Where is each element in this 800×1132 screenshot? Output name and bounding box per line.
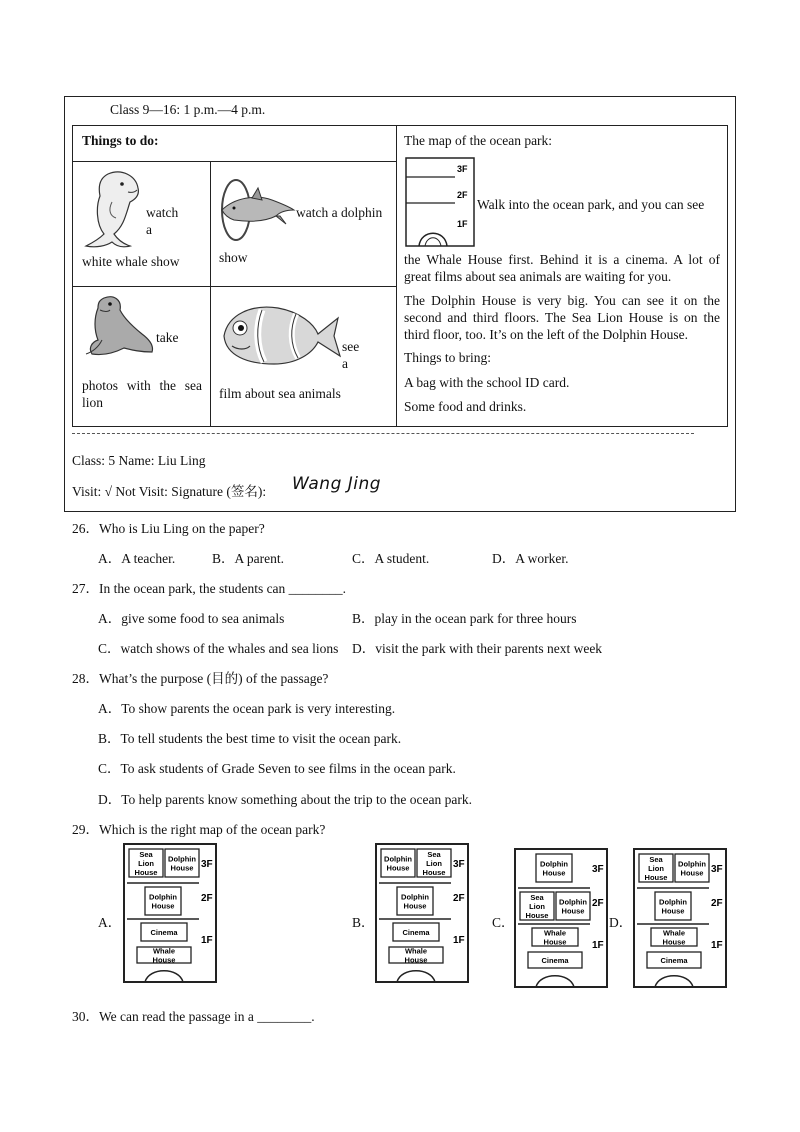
activity-3-line1: take [156, 330, 179, 345]
activity-1-line2: white whale show [82, 254, 180, 269]
room-label: House [662, 937, 686, 947]
class-time: Class 9—16: 1 p.m.—4 p.m. [110, 102, 266, 117]
floor-label: 3F [711, 864, 723, 875]
floor-label: 1F [453, 935, 465, 946]
q28-option-b[interactable]: B．To tell students the best time to visit the ocean park. [98, 731, 402, 746]
activity-2-line2: show [219, 250, 248, 265]
q27-option-a[interactable]: A．give some food to sea animals [98, 611, 285, 626]
room-label: House [386, 863, 410, 873]
map-desc-1: Walk into the ocean park, and you can see [477, 197, 705, 212]
room-label: Lion [529, 902, 545, 911]
room-label: Dolphin [540, 859, 568, 869]
small-map-3f: 3F [457, 164, 468, 174]
question-30: 30．We can read the passage in a ________. [72, 1009, 315, 1024]
map-option-d[interactable] [633, 848, 727, 988]
room-label: Whale [404, 946, 428, 956]
map-desc-3: The Dolphin House is very big. You can see it on the second and third floors. The Sea Lion House is on the third floor, too. It’s on the left of the Dolphin House. [404, 293, 720, 342]
map-desc-2: the Whale House first. Behind it is a cinema. A lot of great films about sea animals are waiting for you. [404, 252, 720, 284]
question-29: 29．Which is the right map of the ocean park? [72, 822, 326, 837]
q28-option-d[interactable]: D．To help parents know something about the trip to the ocean park. [98, 792, 472, 807]
activity-3-line2: photos with the sea lion [82, 378, 202, 410]
room-label: Sea [649, 855, 663, 864]
q26-option-c[interactable]: C．A student. [352, 551, 430, 566]
floor-label: 1F [711, 940, 723, 951]
room-label: House [543, 937, 567, 947]
room-label: Cinema [660, 956, 688, 965]
bring-heading: Things to bring: [404, 350, 491, 365]
room-label: Dolphin [678, 859, 706, 869]
q29-option-c[interactable]: C． [492, 915, 515, 930]
room-label: House [542, 868, 566, 878]
room-label: House [422, 868, 446, 877]
activity-2-line1: watch a dolphin [296, 205, 383, 220]
bring-item-2: Some food and drinks. [404, 399, 527, 414]
room-label: Whale [662, 928, 686, 938]
floor-label: 2F [453, 893, 465, 904]
activity-1-line1: watch a [146, 205, 179, 237]
activity-4-line1: see a [342, 339, 360, 371]
question-27: 27．In the ocean park, the students can ________. [72, 581, 347, 596]
room-label: House [680, 868, 704, 878]
floor-label: 3F [592, 864, 604, 875]
things-to-do-heading: Things to do: [82, 133, 159, 148]
q27-option-c[interactable]: C．watch shows of the whales and sea lions [98, 641, 339, 656]
room-label: House [525, 911, 549, 920]
signature: Wang Jing [292, 474, 382, 494]
q27-option-b[interactable]: B．play in the ocean park for three hours [352, 611, 577, 626]
sea-lion-icon [80, 292, 158, 360]
floor-label: 1F [201, 935, 213, 946]
room-label: Dolphin [559, 897, 587, 907]
room-label: Dolphin [384, 854, 412, 864]
room-label: Whale [543, 928, 567, 938]
map-option-b[interactable] [375, 843, 469, 983]
q26-option-a[interactable]: A．A teacher. [98, 551, 176, 566]
dolphin-icon [214, 176, 298, 242]
q28-option-c[interactable]: C．To ask students of Grade Seven to see films in the ocean park. [98, 761, 456, 776]
map-option-c[interactable] [514, 848, 608, 988]
room-label: Lion [648, 864, 664, 873]
cut-line [72, 433, 694, 434]
room-label: Dolphin [149, 892, 177, 902]
room-label: House [403, 901, 427, 911]
room-label: House [134, 868, 158, 877]
room-label: House [661, 906, 685, 916]
floor-label: 3F [453, 859, 465, 870]
room-label: Cinema [541, 956, 569, 965]
whale-icon [78, 166, 148, 250]
map-option-a[interactable] [123, 843, 217, 983]
bring-item-1: A bag with the school ID card. [404, 375, 570, 390]
q28-option-a[interactable]: A．To show parents the ocean park is very interesting. [98, 701, 396, 716]
q29-option-d[interactable]: D． [609, 915, 633, 930]
question-28: 28．What’s the purpose (目的) of the passage? [72, 671, 329, 686]
room-label: Sea [427, 850, 441, 859]
small-map-1f: 1F [457, 219, 468, 229]
q26-option-b[interactable]: B．A parent. [212, 551, 284, 566]
room-label: Lion [138, 859, 154, 868]
room-label: Whale [152, 946, 176, 956]
room-label: Dolphin [168, 854, 196, 864]
room-label: House [561, 906, 585, 916]
activity-4-line2: film about sea animals [219, 386, 341, 401]
q27-option-d[interactable]: D．visit the park with their parents next week [352, 641, 603, 656]
question-26: 26．Who is Liu Ling on the paper? [72, 521, 265, 536]
q29-option-a[interactable]: A． [98, 915, 122, 930]
floor-label: 2F [201, 893, 213, 904]
room-label: Sea [530, 893, 544, 902]
room-label: House [152, 955, 176, 965]
room-label: House [151, 901, 175, 911]
small-map-2f: 2F [457, 190, 468, 200]
floor-label: 2F [592, 898, 604, 909]
slip-visit: Visit: √ Not Visit: Signature (签名): [72, 484, 267, 499]
room-label: Sea [139, 850, 153, 859]
room-label: Cinema [150, 928, 178, 937]
floor-label: 3F [201, 859, 213, 870]
q29-option-b[interactable]: B． [352, 915, 375, 930]
room-label: Lion [426, 859, 442, 868]
room-label: House [170, 863, 194, 873]
room-label: Cinema [402, 928, 430, 937]
park-map-small [405, 157, 475, 247]
room-label: Dolphin [659, 897, 687, 907]
slip-class-name: Class: 5 Name: Liu Ling [72, 453, 206, 468]
map-heading: The map of the ocean park: [404, 133, 553, 148]
q26-option-d[interactable]: D．A worker. [492, 551, 569, 566]
room-label: House [644, 873, 668, 882]
floor-label: 2F [711, 898, 723, 909]
floor-label: 1F [592, 940, 604, 951]
room-label: House [404, 955, 428, 965]
clownfish-icon [218, 300, 342, 370]
room-label: Dolphin [401, 892, 429, 902]
